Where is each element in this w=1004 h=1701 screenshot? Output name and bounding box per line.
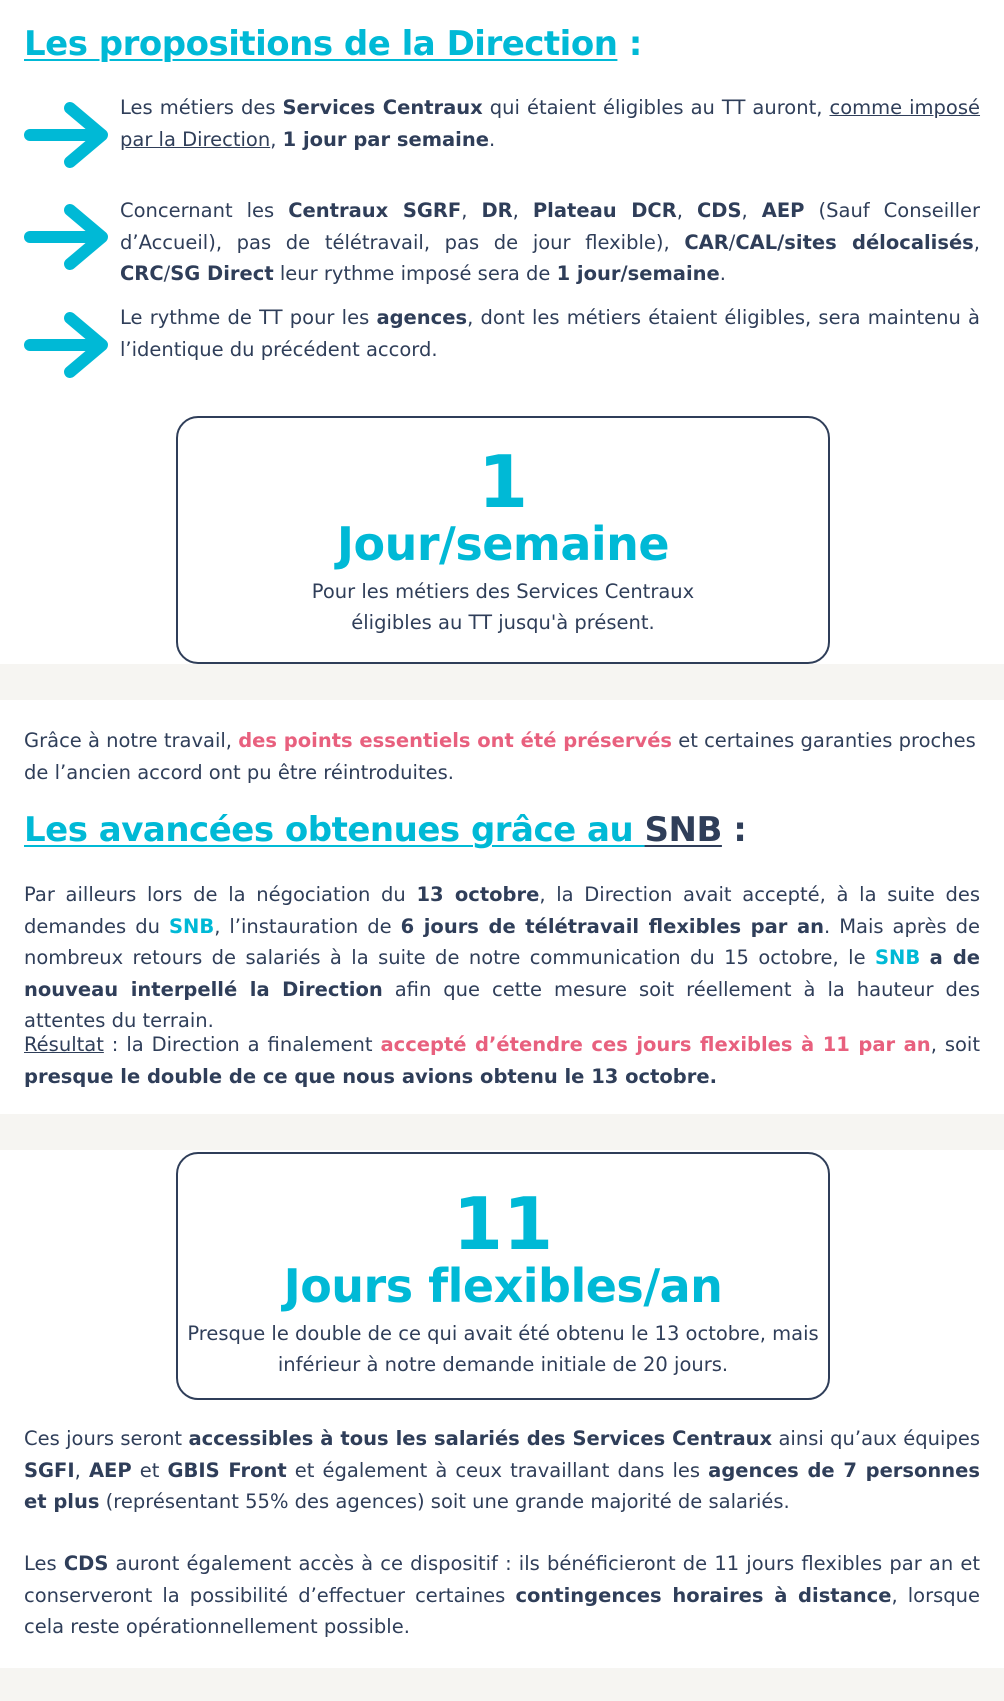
negociation-paragraph xyxy=(24,879,980,1037)
intro-paragraph xyxy=(24,725,982,788)
text: et également à ceux travaillant dans les xyxy=(286,1458,709,1482)
bold-text: CDS xyxy=(63,1552,109,1575)
text: / xyxy=(163,262,171,285)
bold-text: 1 jour/semaine xyxy=(556,262,720,285)
bold-text: CAL/sites délocalisés xyxy=(735,230,974,254)
bold-text: SGFI xyxy=(24,1458,75,1482)
text: / xyxy=(728,230,736,254)
bold-text: CDS xyxy=(696,199,742,222)
section-separator xyxy=(0,1668,1004,1701)
text: ainsi qu’aux équipes xyxy=(772,1427,980,1450)
arrow-right-icon xyxy=(24,202,112,272)
bold-text: AEP xyxy=(88,1458,132,1482)
underlined-text: comme imposé par la Direction xyxy=(120,96,981,151)
bold-text: 1 jour par semaine xyxy=(282,127,489,151)
heading-snb: SNB xyxy=(644,810,722,850)
section-heading-avancees xyxy=(24,810,746,850)
text: leur rythme imposé sera de xyxy=(273,262,557,285)
text: , dont les métiers étaient éligibles, sera maintenu à l’identique du précédent accord. xyxy=(120,306,980,361)
text: Ces jours seront xyxy=(24,1427,189,1450)
text xyxy=(920,946,929,969)
highlight-number: 1 xyxy=(477,440,529,524)
highlight-number: 11 xyxy=(452,1182,554,1266)
bold-text: AEP xyxy=(761,199,805,222)
heading-suffix: : xyxy=(721,810,747,850)
text: qui étaient éligibles au TT auront, xyxy=(482,96,830,119)
bold-text: CAR xyxy=(684,230,729,254)
section-separator xyxy=(0,664,1004,700)
arrow-right-icon xyxy=(24,310,112,380)
bold-text: Services Centraux xyxy=(282,96,483,119)
section-propositions xyxy=(0,0,1004,664)
text: (Sauf Conseiller d’Accueil), pas de télétravail, pas de jour flexible), xyxy=(120,199,981,254)
bold-text: a de nouveau interpellé la Direction xyxy=(24,946,981,1001)
text: . xyxy=(488,127,496,151)
section-avancees xyxy=(0,700,1004,1114)
text: Les métiers des xyxy=(120,96,283,119)
accessibilite-paragraph xyxy=(24,1423,980,1518)
text: (représentant 55% des agences) soit une grande majorité de salariés. xyxy=(99,1490,790,1513)
text: , xyxy=(461,199,482,222)
bold-text: presque le double de ce que nous avions obtenu le 13 octobre. xyxy=(24,1064,718,1088)
highlight-description xyxy=(178,1318,828,1380)
text: Les xyxy=(24,1552,64,1575)
heading-suffix: : xyxy=(617,24,642,64)
description-line: inférieur à notre demande initiale de 20 jours. xyxy=(277,1353,729,1376)
bold-text: Centraux SGRF xyxy=(288,199,462,222)
text: et certaines garanties proches de l’ancien accord ont pu être réintroduites. xyxy=(24,729,976,784)
description-line: éligibles au TT jusqu'à présent. xyxy=(351,611,655,634)
text: Concernant les xyxy=(120,199,289,222)
bold-text: 6 jours de télétravail flexibles par an xyxy=(400,914,825,938)
section-jours-flexibles xyxy=(0,1150,1004,1668)
bold-text: SG Direct xyxy=(170,262,274,285)
text: , soit xyxy=(930,1033,980,1056)
bold-text: Plateau DCR xyxy=(532,199,677,222)
text: , xyxy=(270,127,283,151)
bold-text: DR xyxy=(481,199,513,222)
text: : la Direction a finalement xyxy=(103,1033,381,1056)
text: , la Direction avait accepté, à la suite des demandes du xyxy=(24,883,980,938)
section-separator xyxy=(0,1114,1004,1150)
text: . xyxy=(719,262,726,285)
text: Par ailleurs lors de la négociation du xyxy=(24,883,417,906)
arrow-right-icon xyxy=(24,100,112,170)
highlight-box-jours-flexibles xyxy=(176,1152,830,1400)
resultat-paragraph xyxy=(24,1029,980,1092)
heading-text: Les propositions de la Direction xyxy=(24,24,618,64)
bold-text: agences de 7 personnes et plus xyxy=(24,1458,981,1513)
bold-text: 13 octobre xyxy=(416,883,540,906)
bold-text: agences xyxy=(376,306,468,329)
bullet-centraux-sgrf xyxy=(120,195,980,290)
bullet-agences xyxy=(120,302,980,365)
text: , xyxy=(74,1458,89,1482)
text: , xyxy=(676,199,697,222)
text: Le rythme de TT pour les xyxy=(120,306,377,329)
highlight-text: accepté d’étendre ces jours flexibles à 11 par an xyxy=(380,1033,931,1056)
text: , lorsque cela reste opérationnellement possible. xyxy=(24,1583,981,1638)
text: . Mais après de nombreux retours de salariés à la suite de notre communication du 15 octobre, le xyxy=(24,914,980,969)
underlined-text: Résultat xyxy=(24,1033,104,1056)
bold-text: CRC xyxy=(120,262,164,285)
section-heading-propositions xyxy=(24,24,642,64)
text: , xyxy=(741,199,762,222)
bold-text: contingences horaires à distance xyxy=(515,1583,892,1607)
bold-text: GBIS Front xyxy=(167,1458,287,1482)
text: et xyxy=(131,1458,168,1482)
highlight-label: Jour/semaine xyxy=(336,517,670,571)
highlight-description xyxy=(178,576,828,638)
snb-text: SNB xyxy=(875,946,921,969)
description-line: Presque le double de ce qui avait été obtenu le 13 octobre, mais xyxy=(187,1322,819,1345)
text: Grâce à notre travail, xyxy=(24,729,239,752)
description-line: Pour les métiers des Services Centraux xyxy=(311,580,695,603)
snb-text: SNB xyxy=(168,914,215,938)
text: , l’instauration de xyxy=(214,914,401,938)
highlight-text: des points essentiels ont été préservés xyxy=(238,729,673,752)
bullet-services-centraux xyxy=(120,92,980,155)
heading-text: Les avancées obtenues grâce au xyxy=(24,810,645,850)
cds-paragraph xyxy=(24,1548,980,1643)
text: afin que cette mesure soit réellement à la hauteur des attentes du terrain. xyxy=(24,977,980,1032)
text: , xyxy=(973,230,980,254)
bold-text: accessibles à tous les salariés des Services Centraux xyxy=(188,1427,773,1450)
text: , xyxy=(512,199,533,222)
highlight-label: Jours flexibles/an xyxy=(283,1259,723,1313)
highlight-box-jour-semaine xyxy=(176,416,830,664)
text: auront également accès à ce dispositif : ils bénéficieront de 11 jours flexibles par an et conserveront la possibilité d’effectuer certaines xyxy=(24,1552,980,1607)
